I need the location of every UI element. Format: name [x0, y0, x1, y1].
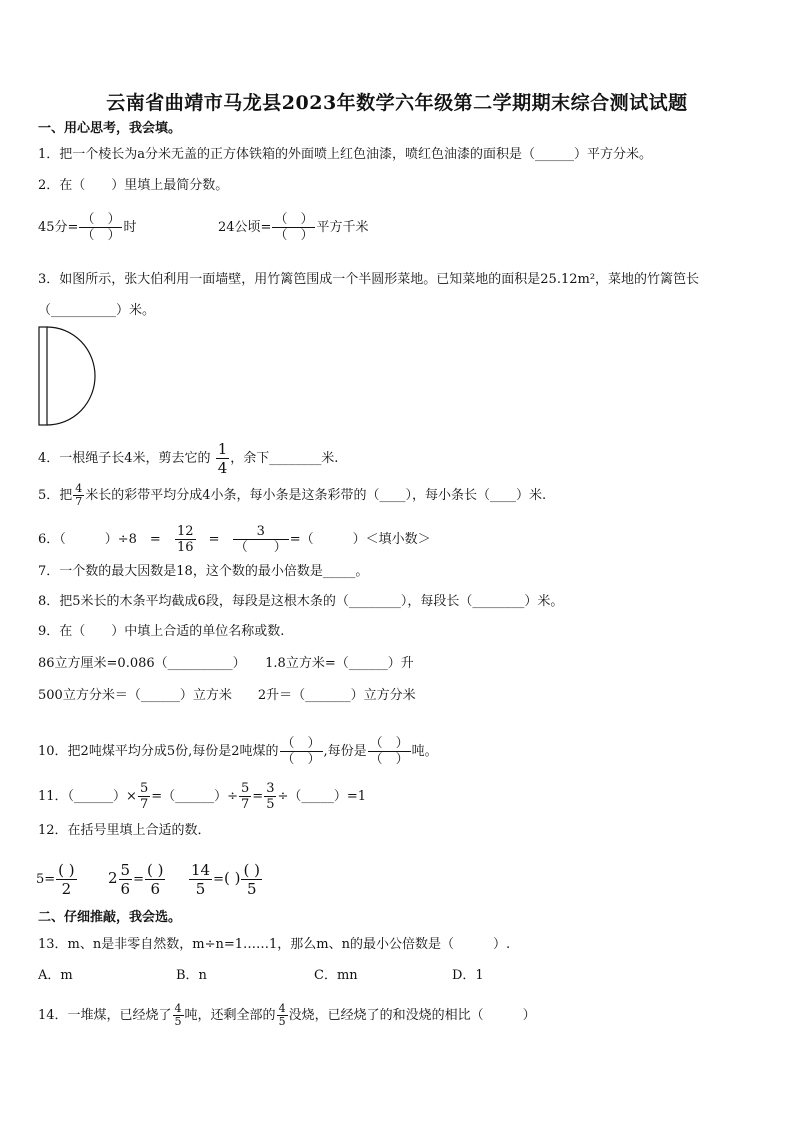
q12b-fraction-2 [145, 861, 165, 898]
q14-fraction-2 [277, 1003, 288, 1028]
q11-part-1: 11．（______）× [38, 789, 137, 804]
question-7: 7．一个数的最大因数是18，这个数的最小倍数是_____。 [38, 564, 369, 579]
question-9b: 500立方分米＝（______）立方米 2升＝（_______）立方分米 [38, 688, 416, 703]
question-9: 9．在（ ）中填上合适的单位名称或数. [38, 624, 285, 639]
question-13: 13．m、n是非零自然数，m÷n=1……1，那么m、n的最小公倍数是（ ）. [38, 937, 511, 952]
question-5 [38, 483, 546, 508]
q10-denominator-2[interactable]: （ ） [369, 752, 409, 767]
q12c-fraction-2 [241, 861, 261, 898]
q12b-numerator-2[interactable]: ( ) [147, 861, 164, 879]
question-12: 12．在括号里填上合适的数． [38, 823, 211, 838]
q2a-fraction [79, 212, 122, 243]
q12b-denominator-1: 6 [120, 880, 131, 898]
question-11 [38, 781, 366, 812]
question-9a: 86立方厘米=0.086（__________） 1.8立方米=（______）升 [38, 656, 414, 671]
question-2: 2．在（ ）里填上最简分数。 [38, 178, 229, 193]
q11-part-2: =（______）÷ [151, 789, 239, 804]
question-12c [188, 861, 263, 898]
q4-denominator: 4 [217, 459, 228, 477]
q10-fraction-1 [280, 736, 323, 767]
q10-denominator-1[interactable]: （ ） [281, 752, 321, 767]
q10-numerator-2[interactable]: （ ） [369, 736, 409, 751]
question-14 [38, 1003, 536, 1028]
q12b-denominator-2: 6 [150, 880, 161, 898]
q13-option-a[interactable]: A．m [38, 968, 73, 983]
q2a-numerator[interactable]: （ ） [81, 212, 121, 227]
q12c-equals: = [213, 872, 224, 887]
q12b-numerator-1: 5 [120, 861, 131, 879]
q10-fraction-2 [368, 736, 411, 767]
q13-option-c[interactable]: C．mn [314, 968, 358, 983]
semicircle-arc [47, 327, 95, 425]
semicircle-garden-figure [36, 326, 98, 428]
q11-fraction-2 [239, 781, 251, 812]
q2a-suffix: 时 [123, 220, 137, 235]
q12a-numerator[interactable]: ( ) [58, 861, 75, 879]
q5-denominator: 7 [75, 495, 83, 508]
q6-numerator-1: 12 [176, 524, 194, 539]
q6-denominator-1: 16 [176, 540, 194, 555]
q10-numerator-1[interactable]: （ ） [281, 736, 321, 751]
question-12a [36, 861, 78, 898]
question-6 [38, 524, 431, 555]
q12c-denominator-2: 5 [246, 880, 257, 898]
question-8: 8．把5米长的木条平均截成6段，每段是这根木条的（________），每段长（________）米。 [38, 594, 564, 609]
wall-rect [39, 327, 47, 425]
q11-part-3: = [252, 789, 264, 804]
q6-fraction-1 [175, 524, 196, 555]
q4-text-after: ，余下________米. [230, 451, 339, 466]
q11-fraction-3 [264, 781, 276, 812]
q11-numerator-3: 3 [266, 781, 275, 796]
q14-fraction-1 [173, 1003, 184, 1028]
q12b-fraction-1 [119, 861, 133, 898]
page-title: 云南省曲靖市马龙县2023年数学六年级第二学期期末综合测试试题 [106, 92, 688, 114]
q6-part-2: =（ ）＜填小数＞ [289, 532, 431, 547]
q12c-numerator-2[interactable]: ( ) [243, 861, 260, 879]
q12c-denominator-1: 5 [195, 880, 206, 898]
question-2b [218, 212, 368, 243]
q2b-fraction [272, 212, 315, 243]
q12c-fraction-1 [189, 861, 212, 898]
q14-numerator-1: 4 [174, 1002, 182, 1015]
q4-fraction [216, 440, 230, 477]
q2a-prefix: 45分= [38, 220, 79, 235]
section-2-heading: 二、仔细推敲，我会选。 [38, 910, 182, 925]
q11-denominator-1: 7 [139, 797, 149, 812]
q2b-suffix: 平方千米 [316, 220, 369, 235]
q14-denominator-1: 5 [174, 1015, 182, 1028]
question-4 [38, 440, 338, 477]
q11-fraction-1 [138, 781, 150, 812]
q2b-prefix: 24公顷= [218, 220, 272, 235]
question-1: 1．把一个棱长为a分米无盖的正方体铁箱的外面喷上红色油漆，喷红色油漆的面积是（______）平方分米。 [38, 147, 653, 162]
q6-part-1: 6．（ ）÷8 = [38, 532, 161, 547]
q6-denominator-2[interactable]: （ ） [234, 540, 287, 555]
q14-denominator-2: 5 [278, 1015, 286, 1028]
q5-fraction [73, 483, 84, 508]
q10-text-after: 吨。 [411, 744, 438, 759]
q11-numerator-2: 5 [241, 781, 250, 796]
q12a-fraction [56, 861, 76, 898]
question-3-line-1: 3．如图所示，张大伯利用一面墙壁，用竹篱笆围成一个半圆形菜地。已知菜地的面积是25.12m²，菜地的竹篱笆长 [38, 272, 700, 287]
q12a-prefix: 5= [36, 872, 56, 887]
q2b-denominator[interactable]: （ ） [274, 228, 314, 243]
q11-denominator-2: 7 [241, 797, 250, 812]
section-1-heading: 一、用心思考，我会填。 [38, 121, 182, 136]
q12c-whole-blank[interactable]: ( ) [224, 869, 241, 887]
q10-text-mid: ,每份是 [323, 744, 367, 759]
q5-text-before: 5．把 [38, 488, 73, 503]
q2a-denominator[interactable]: （ ） [81, 228, 121, 243]
q14-text-mid: 吨，还剩全部的 [184, 1008, 276, 1023]
q14-text-after: 没烧，已经烧了的和没烧的相比（ ） [288, 1008, 536, 1023]
q4-numerator: 1 [217, 440, 228, 458]
q2b-numerator[interactable]: （ ） [274, 212, 314, 227]
q6-numerator-2: 3 [233, 524, 289, 540]
q6-fraction-2 [233, 524, 289, 555]
q5-text-after: 米长的彩带平均分成4小条，每小条是这条彩带的（____），每小条长（____）米. [85, 488, 547, 503]
q4-text-before: 4．一根绳子长4米，剪去它的 [38, 451, 211, 466]
q11-denominator-3: 5 [266, 797, 275, 812]
q13-option-d[interactable]: D．1 [452, 968, 484, 983]
q12b-equals: = [133, 872, 144, 887]
question-10 [38, 736, 438, 767]
q5-numerator: 4 [75, 482, 83, 495]
question-12b [108, 861, 166, 898]
q10-text-before: 10．把2吨煤平均分成5份,每份是2吨煤的 [38, 744, 279, 759]
q11-part-4: ÷（_____）=1 [277, 789, 367, 804]
q11-numerator-1: 5 [139, 781, 149, 796]
q12a-denominator: 2 [61, 880, 72, 898]
question-2a [38, 212, 136, 243]
q12c-numerator-1: 14 [191, 861, 211, 879]
q13-option-b[interactable]: B．n [176, 968, 207, 983]
question-3-line-2: （__________）米。 [38, 303, 156, 318]
q14-numerator-2: 4 [278, 1002, 286, 1015]
q6-equals: = [208, 532, 220, 547]
q12b-whole: 2 [108, 869, 118, 887]
q14-text-before: 14．一堆煤，已经烧了 [38, 1008, 172, 1023]
